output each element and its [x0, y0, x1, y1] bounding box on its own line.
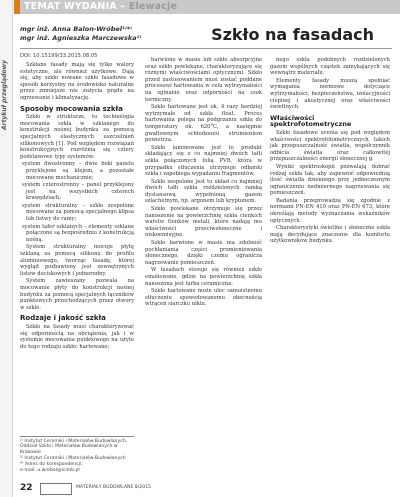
- col3-paragraph: Badania przeprowadza się zgodnie z normami PN-EN 410 oraz PN-EN 673, które określają metody wyznaczania wskaźników optycznych.: [270, 197, 390, 224]
- author-1: mgr inż. Anna Balon-Wróbel¹⁾*⁾: [20, 25, 133, 33]
- col2-paragraph: W fasadach stosuje się również szkło emaliowane, gdzie na powierzchnię szkła nanoszona jest farba ceramiczna.: [145, 267, 262, 287]
- methods-paragraph-3: System zawieszany pozwala na mocowanie płyty do konstrukcji nośnej budynku za pomocą specjalnych łączników punktowych przechodzących przez otwory w szkle.: [20, 278, 134, 311]
- col2-paragraph: Szkło hartowane może ulec samoistnemu stłuczeniu spowodowanemu obecnością wtrąceń siarczku niklu.: [145, 288, 262, 308]
- article-type-text: Artykuł przeglądowy: [1, 59, 8, 130]
- text-column-2: [145, 57, 262, 309]
- footnote-3: *⁾ Adres do korespondencji:: [20, 461, 83, 467]
- col3-paragraph: Elementy fasady muszą spełniać wymagania normowe dotyczące wytrzymałości, bezpieczeństwa, izolacyjności cieplnej i akustycznej oraz właściwości świetlnych.: [270, 77, 390, 111]
- footnote-1: ¹⁾ Instytut Ceramiki i Materiałów Budowlanych, Oddział Szkła i Materiałów Budowlanych w Krakowie: [20, 439, 128, 455]
- heading-methods: Sposoby mocowania szkła: [20, 104, 123, 113]
- author-2: mgr inż. Agnieszka Marczewska²⁾: [20, 34, 142, 42]
- page-number: 22: [20, 483, 33, 493]
- methods-paragraph-2: System strukturalny mocuje płytę szklaną za pomocą silikonu do profilu aluminiowego, tworząc fasadę, której wygląd pozbawiony jest zewnętrznych listew dociskowych i jednorodny.: [20, 244, 134, 277]
- col3-paragraph: Charakterystyki świetlne i słoneczne szkła mają decydujące znaczenie dla komfortu użytkowników budynku.: [270, 225, 390, 245]
- heading-properties: Właściwości spektrofotometryczne: [270, 113, 352, 129]
- footnote-2: ²⁾ Instytut Ceramiki i Materiałów Budowlanych: [20, 455, 126, 461]
- article-title: Szkło na fasadach: [211, 25, 374, 44]
- text-column-3: [270, 57, 390, 246]
- col3-paragraph: Szkło fasadowe ocenia się pod względem właściwości spektrofotometrycznych, takich jak przepuszczalność światła, współczynnik odbicia światła oraz całkowitej przepuszczalności energii słonecznej g.: [270, 129, 390, 163]
- doi-label: DOI: 10.15199/33.2015.08.05: [20, 53, 98, 59]
- bullet-item: system strukturalny – szkło zespolone mocowane za pomocą specjalnego klipsa lub listwy do ramy;: [22, 202, 134, 223]
- journal-logo-icon: [40, 483, 72, 495]
- article-type-label: [0, 30, 12, 130]
- author-list: [20, 25, 141, 43]
- section-separator: –: [116, 1, 129, 12]
- text-column-1: [20, 62, 134, 351]
- bullet-item: system czterostronny – panel przyklejony jest na wszystkich czterech krawędziach;: [22, 182, 134, 202]
- page-footer: [0, 480, 400, 497]
- col2-paragraph: Szkło hartowane jest ok. 4 razy bardziej wytrzymałe od szkła float. Proces hartowania polega na podgrzaniu szkła do temperatury ok. 620°C, a następnie gwałtownym schłodzeniu strumieniem powietrza.: [145, 104, 262, 144]
- journal-name: MATERIAŁY BUDOWLANE 8/2015: [76, 485, 151, 490]
- section-name: TEMAT WYDANIA: [24, 1, 117, 12]
- footnotes: [20, 436, 134, 473]
- col2-paragraph: barwione w masie lub szkło absorpcyjne oraz szkło powlekane, charakteryzujące się różnymi właściwościami optycznymi. Szkło przed zastosowaniem musi zostać poddane procesowi hartowania w celu wytrzymałości na zginanie oraz odporności na szok termiczny.: [145, 57, 262, 103]
- col3-paragraph: nego szkła podobnych rozdzielonych gazem wspólnych cząstek zamykających się wewnątrz materiału.: [270, 57, 390, 77]
- col2-paragraph: Szkło barwione w masie ma zdolność pochłaniania części promieniowania słonecznego, dzięki czemu ogranicza nagrzewanie pomieszczeń.: [145, 240, 262, 266]
- section-header: [24, 1, 177, 12]
- title-divider: [20, 48, 392, 49]
- kinds-paragraph: Szkło na fasady musi charakteryzować się odpornością na obciążenia, jak i w systemie mocowania punktowego na użyte do tego rodzaju szkło: hartowane;: [20, 323, 134, 350]
- methods-paragraph-1: Szkło w strukturze, to technologia mocowania szkła w szklanego do konstrukcji nośnej budynku za pomocą specjalnych elastycznych uszczelnień silikonowych [1]. Pod względem rozwiązań konstrukcyjnych rozróżnia się cztery podstawowe typy systemów:: [20, 114, 134, 160]
- section-header-marker: [14, 0, 20, 14]
- col3-paragraph: Wyniki spektroskopii pozwalają dobrać rodzaj szkła tak, aby zapewnić odpowiednią ilość światła dziennego przy jednoczesnym ograniczeniu nadmiernego nagrzewania się pomieszczeń.: [270, 163, 390, 197]
- col2-paragraph: Szkło laminowane jest to produkt składający się z co najmniej dwóch tafli szkła połączonych folią PVB, która w przypadku stłuczenia utrzymuje odłamki szkła i zapobiega wypadaniu fragmentów.: [145, 144, 262, 178]
- bullet-item: system dwustronny – dwie boki panelu przyklejone są klejem, a pozostałe mocowane mechanicznie;: [22, 161, 134, 181]
- intro-paragraph: Szkłane fasady mają się tylko walory estetyczne, ale również użytkowe. Dają się, aby szkło nowane szkło fasadowe w sposób korzystny na środowisko naturalne przez zmniejsze nie zużycia prądu na ogrzewanie i klimatyzację.: [20, 62, 134, 101]
- col2-paragraph: Szkło zespolone jest to układ co najmniej dwóch tafli szkła rozdzielonych ramką dystansową wypełnioną gazem szlachetnym, np. argonem lub kryptonem.: [145, 178, 262, 205]
- footnote-email: e-mail: a.wrobel@icimb.pl: [20, 467, 80, 473]
- col2-paragraph: Szkło powlekane otrzymuje się przez nanoszenie na powierzchnię szkła cienkich warstw tlenków metali, które nadają mu właściwości przeciwsłoneczne i niskoemisyjne.: [145, 206, 262, 239]
- sidebar-strip: [0, 0, 13, 497]
- heading-kinds: Rodzaje i jakość szkła: [20, 314, 106, 323]
- subsection-name: Elewacje: [128, 1, 178, 12]
- bullet-item: system tafer szklanych – elementy szklane połączone są bezpośrednio z konstrukcją nośną.: [22, 223, 134, 243]
